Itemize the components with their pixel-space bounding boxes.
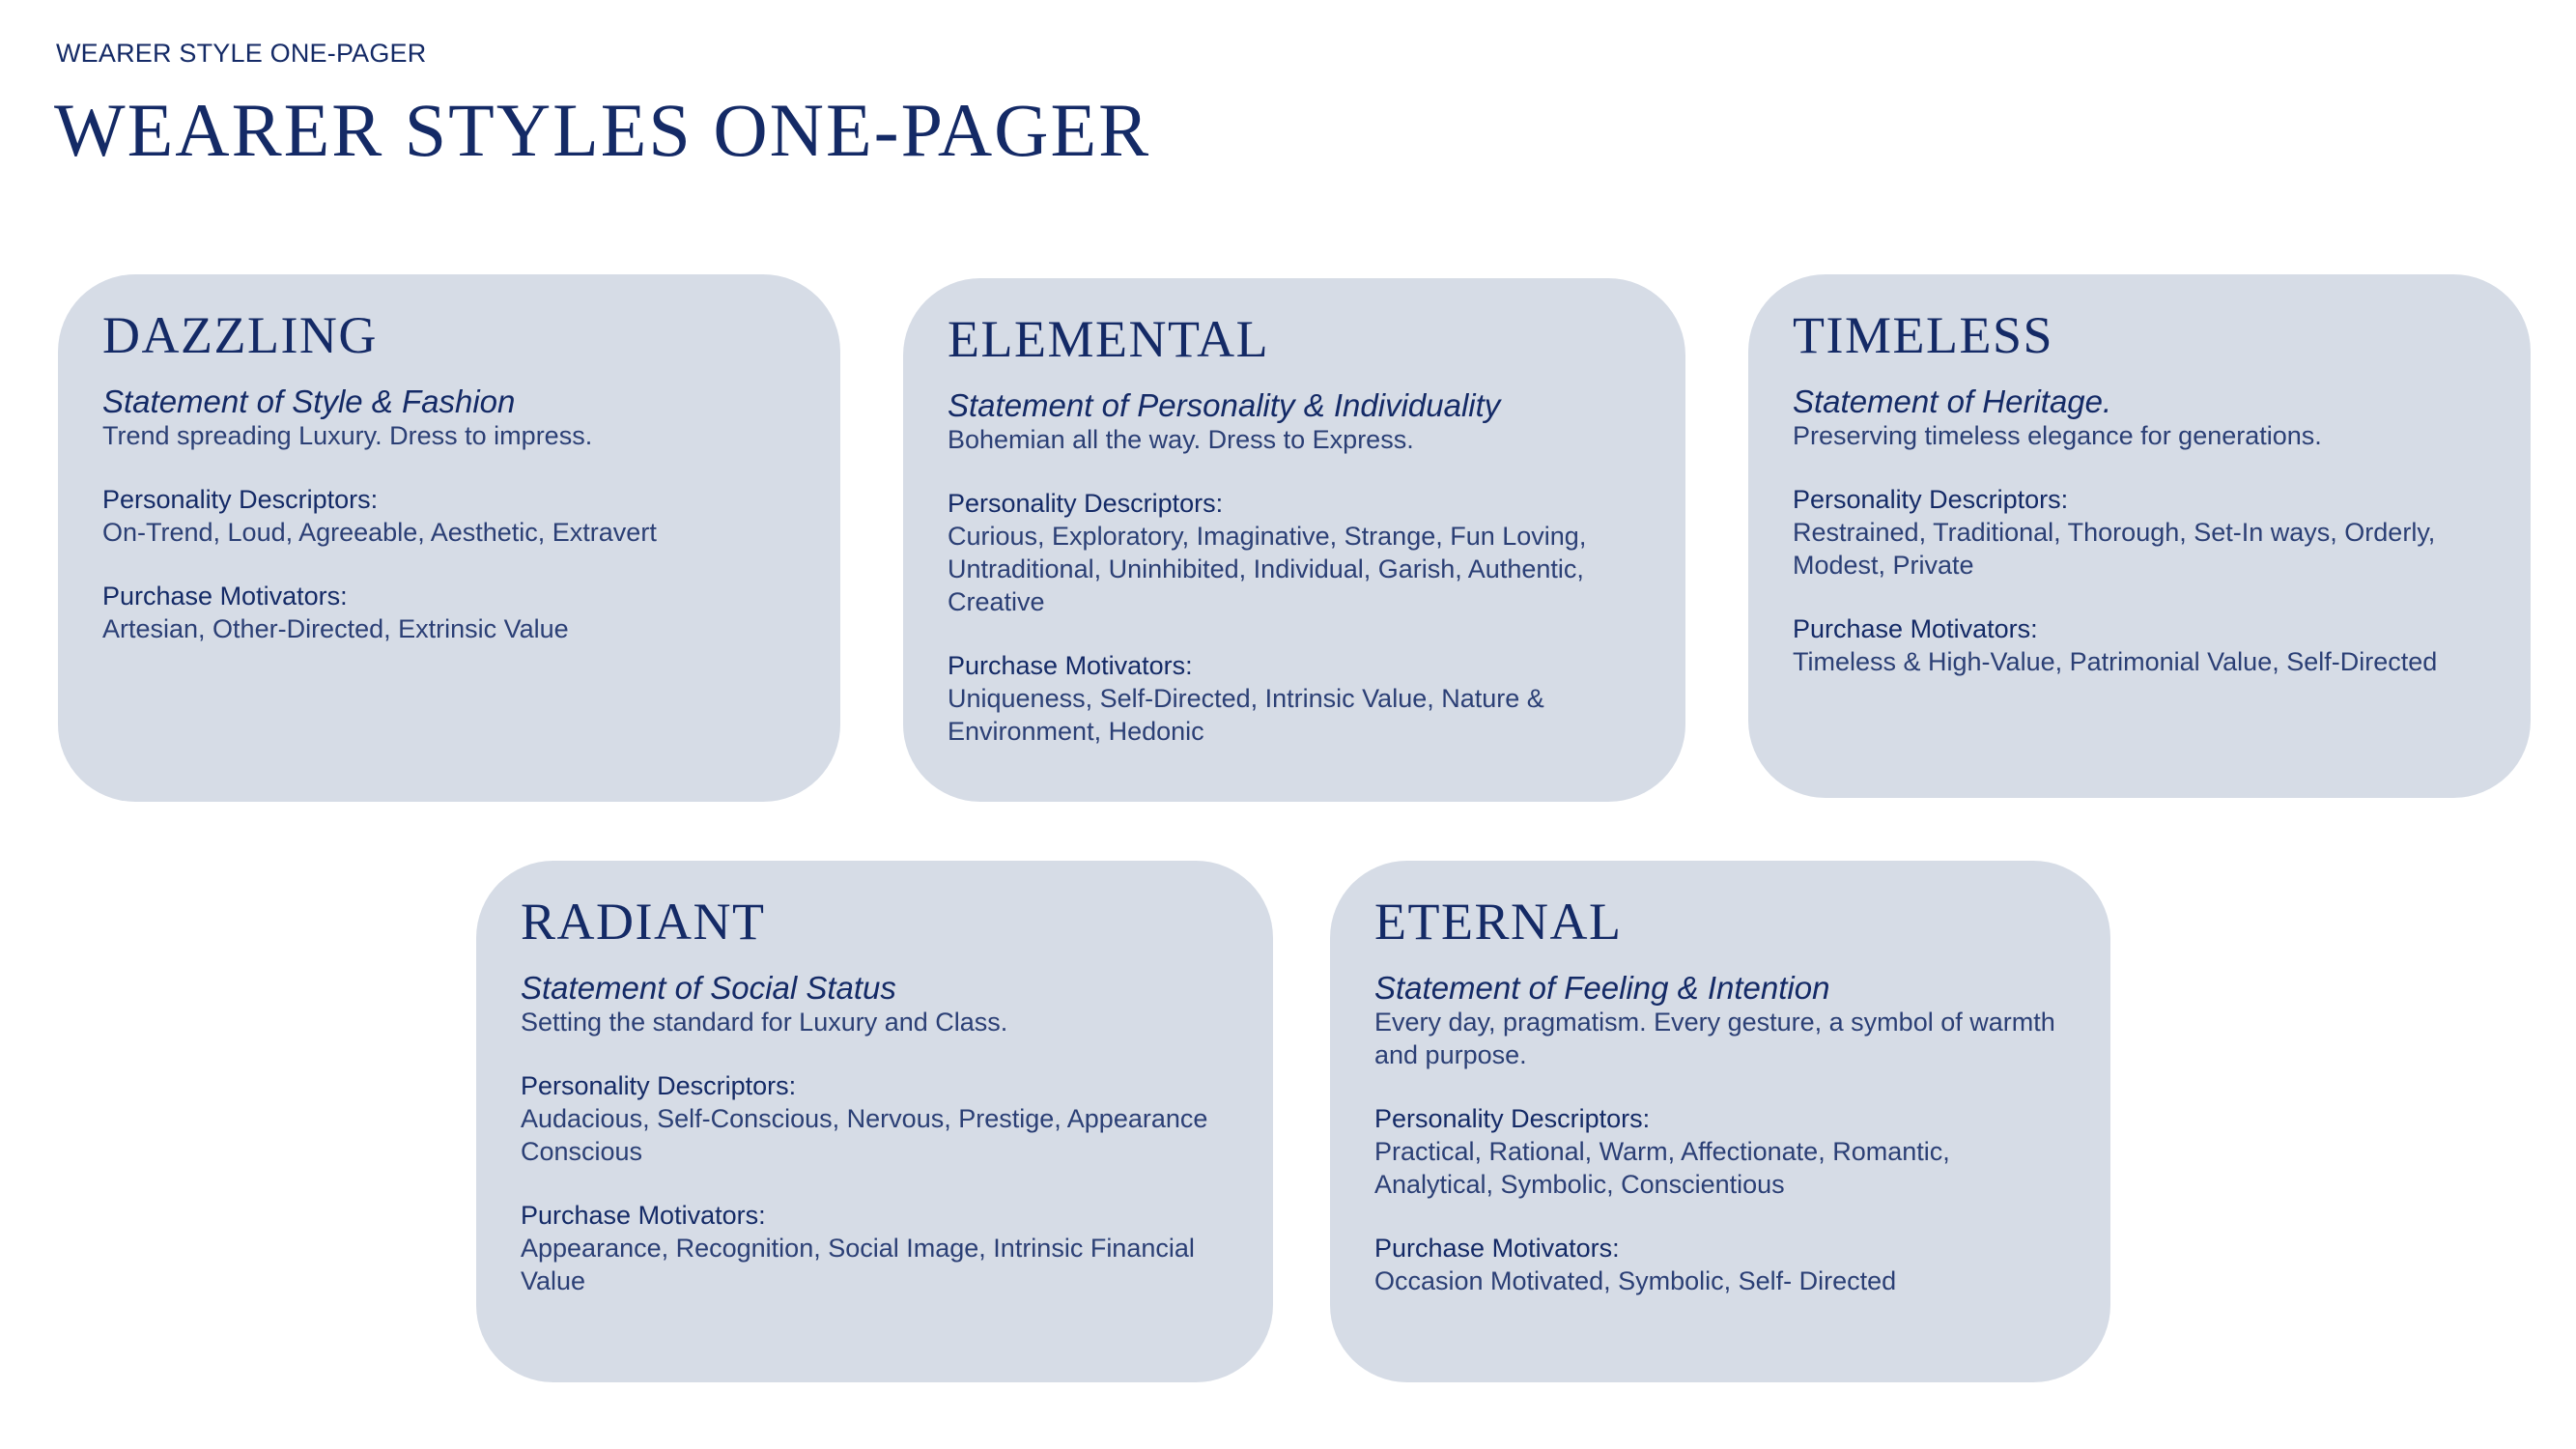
card-title: TIMELESS (1793, 306, 2054, 364)
descriptors-text: Restrained, Traditional, Thorough, Set-In ways, Orderly, Modest, Private (1793, 518, 2436, 580)
card-statement: Statement of Personality & Individuality (948, 387, 1501, 423)
card-radiant (476, 861, 1273, 1382)
motivators-label: Purchase Motivators: (1793, 614, 2038, 643)
descriptors-label: Personality Descriptors: (1374, 1104, 1651, 1133)
card-statement: Statement of Heritage. (1793, 384, 2112, 419)
descriptors-text: Audacious, Self-Conscious, Nervous, Prestige, Appearance Conscious (521, 1104, 1208, 1166)
card-tagline: Bohemian all the way. Dress to Express. (948, 425, 1414, 454)
motivators-text: Appearance, Recognition, Social Image, Intrinsic Financial Value (521, 1234, 1195, 1295)
page-title: WEARER STYLES ONE-PAGER (54, 88, 1151, 172)
card-dazzling (58, 274, 840, 802)
motivators-label: Purchase Motivators: (521, 1201, 766, 1230)
motivators-text: Artesian, Other-Directed, Extrinsic Value (102, 614, 569, 643)
card-eternal (1330, 861, 2110, 1382)
card-tagline: Trend spreading Luxury. Dress to impress. (102, 421, 593, 450)
card-tagline: Preserving timeless elegance for generations. (1793, 421, 2322, 450)
motivators-label: Purchase Motivators: (1374, 1234, 1620, 1263)
card-title: RADIANT (521, 893, 766, 951)
card-statement: Statement of Feeling & Intention (1374, 970, 1830, 1006)
descriptors-text: On-Trend, Loud, Agreeable, Aesthetic, Extravert (102, 518, 657, 547)
card-title: ELEMENTAL (948, 310, 1270, 368)
card-statement: Statement of Social Status (521, 970, 896, 1006)
descriptors-text: Curious, Exploratory, Imaginative, Strange, Fun Loving, Untraditional, Uninhibited, Individual, Garish, Authentic, Creative (948, 522, 1587, 616)
card-timeless (1748, 274, 2531, 798)
motivators-text: Timeless & High-Value, Patrimonial Value, Self-Directed (1793, 647, 2438, 676)
eyebrow-label: WEARER STYLE ONE-PAGER (56, 39, 427, 68)
card-elemental (903, 278, 1685, 802)
descriptors-label: Personality Descriptors: (948, 489, 1224, 518)
motivators-text: Occasion Motivated, Symbolic, Self- Directed (1374, 1266, 1897, 1295)
card-title: ETERNAL (1374, 893, 1623, 951)
descriptors-label: Personality Descriptors: (521, 1071, 797, 1100)
card-statement: Statement of Style & Fashion (102, 384, 516, 419)
descriptors-label: Personality Descriptors: (102, 485, 379, 514)
descriptors-text: Practical, Rational, Warm, Affectionate, Romantic, Analytical, Symbolic, Conscientious (1374, 1137, 1950, 1199)
card-title: DAZZLING (102, 306, 378, 364)
card-tagline: Every day, pragmatism. Every gesture, a symbol of warmth and purpose. (1374, 1008, 2055, 1069)
card-tagline: Setting the standard for Luxury and Class. (521, 1008, 1008, 1037)
motivators-text: Uniqueness, Self-Directed, Intrinsic Value, Nature & Environment, Hedonic (948, 684, 1544, 746)
descriptors-label: Personality Descriptors: (1793, 485, 2069, 514)
motivators-label: Purchase Motivators: (948, 651, 1193, 680)
motivators-label: Purchase Motivators: (102, 582, 348, 611)
